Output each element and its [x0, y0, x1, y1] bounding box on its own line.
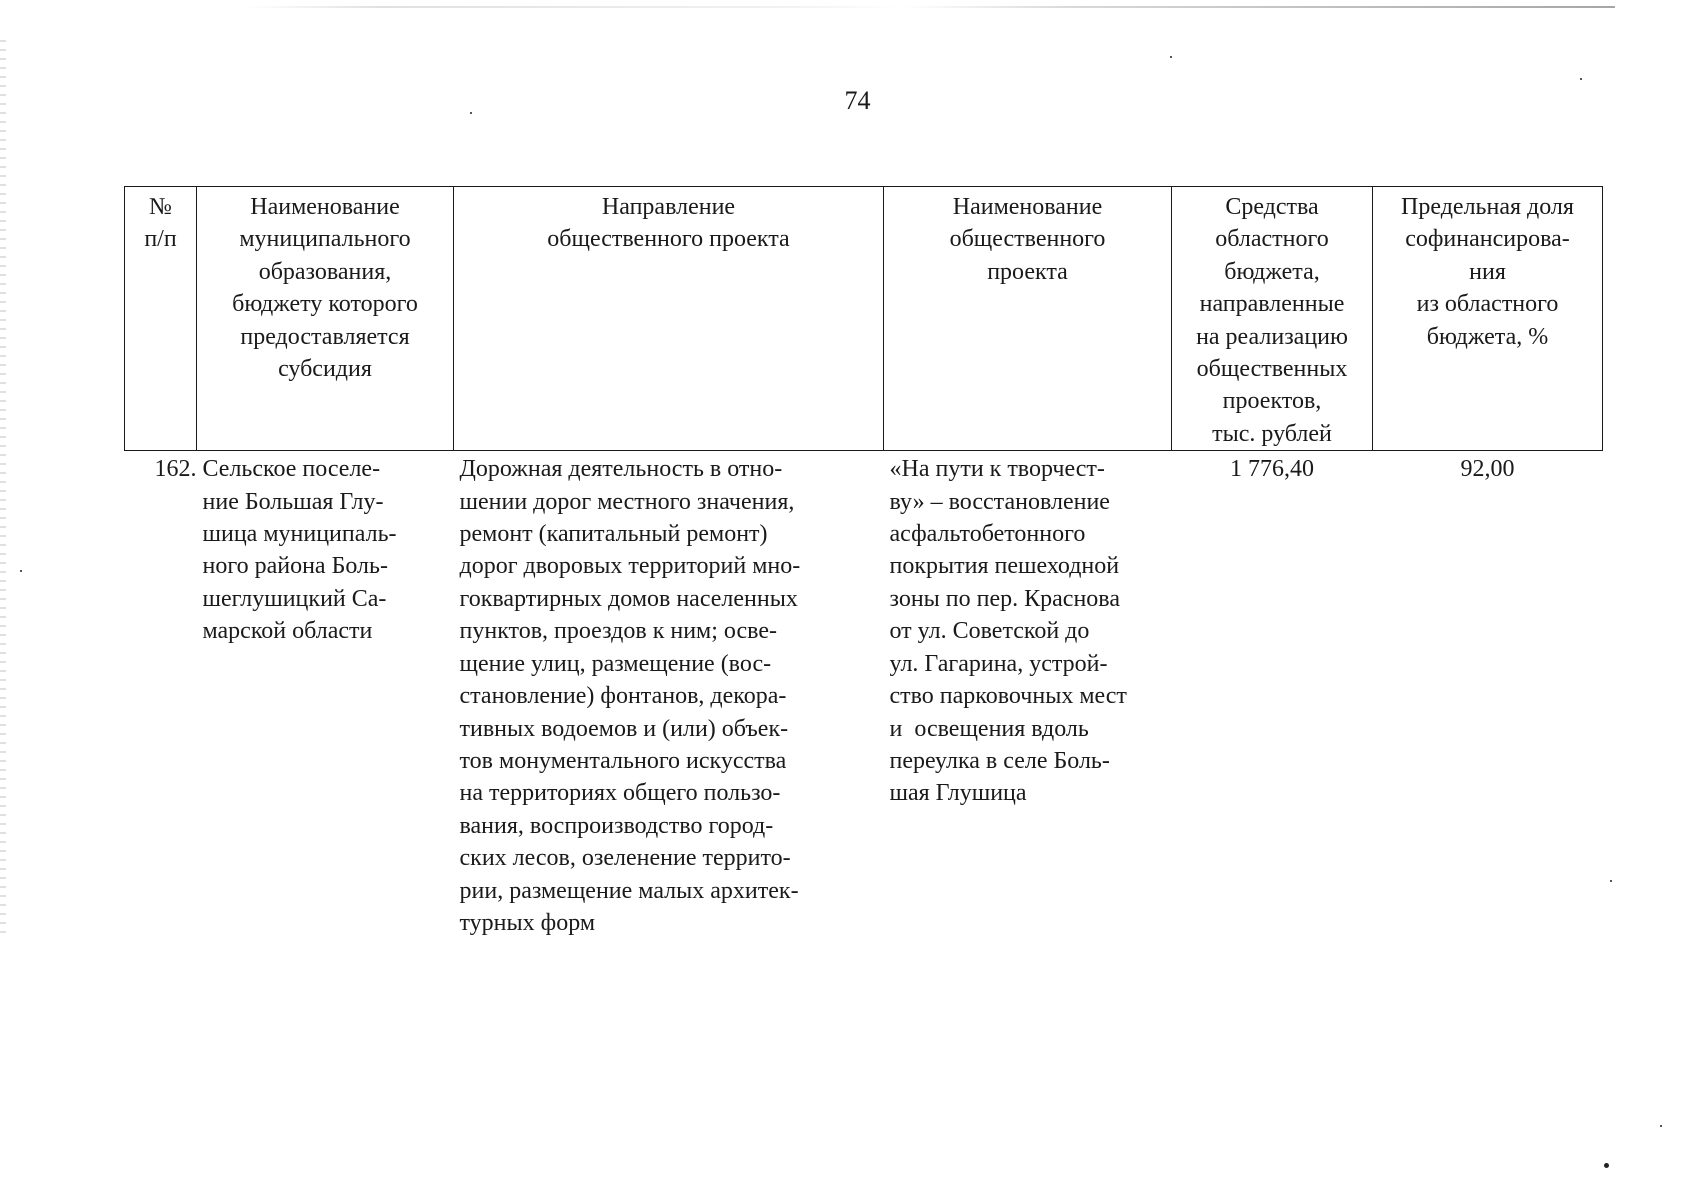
text-line: становление) фонтанов, декора-: [459, 683, 787, 710]
text-line: зоны по пер. Краснова: [889, 585, 1120, 612]
text-line: щение улиц, размещение (вос-: [459, 650, 772, 677]
text-line: из областного: [1416, 291, 1559, 318]
text-line: ул. Гагарина, устрой-: [889, 650, 1108, 677]
text-line: покрытия пешеходной: [889, 553, 1120, 580]
text-line: ство парковочных мест: [889, 683, 1127, 710]
row-direction: [454, 451, 884, 940]
text-line: №: [149, 194, 172, 220]
scan-speck: [1604, 1163, 1609, 1168]
text-line: предоставляется: [240, 323, 410, 350]
subsidy-table: [124, 186, 1603, 939]
header-municipality: [197, 187, 454, 451]
text-line: Средства: [1225, 194, 1319, 220]
text-line: «На пути к творчест-: [889, 456, 1105, 483]
text-line: шении дорог местного значения,: [459, 488, 795, 515]
text-line: и освещения вдоль: [889, 715, 1089, 742]
text-line: от ул. Советской до: [889, 618, 1090, 645]
scan-speck: [20, 570, 22, 572]
text-line: вания, воспроизводство город-: [459, 812, 774, 839]
page-number: 74: [844, 86, 871, 115]
text-line: на территориях общего пользо-: [459, 780, 781, 807]
text-line: рии, размещение малых архитек-: [459, 877, 799, 904]
text-line: тивных водоемов и (или) объек-: [459, 715, 789, 742]
header-direction: [454, 187, 884, 451]
text-line: ремонт (капитальный ремонт): [459, 521, 768, 548]
text-line: бюджета,: [1224, 258, 1320, 285]
header-number: [125, 187, 197, 451]
text-line: ния: [1469, 258, 1506, 285]
text-line: асфальтобетонного: [889, 521, 1086, 548]
scan-speck: [1170, 56, 1172, 58]
text-line: Наименование: [952, 194, 1103, 220]
header-share: [1373, 187, 1603, 451]
row-funds: 1 776,40: [1230, 456, 1314, 483]
text-line: шица муниципаль-: [202, 521, 397, 548]
text-line: общественных: [1196, 356, 1348, 383]
text-line: областного: [1215, 226, 1329, 253]
text-line: муниципального: [239, 226, 411, 253]
scan-speck: [470, 112, 472, 114]
text-line: образования,: [258, 258, 392, 285]
text-line: проекта: [987, 258, 1068, 285]
text-line: дорог дворовых территорий мно-: [459, 553, 801, 580]
text-line: тыс. рублей: [1212, 420, 1332, 447]
scan-speck: [1660, 1125, 1662, 1127]
text-line: шеглушицкий Са-: [202, 585, 387, 612]
text-line: турных форм: [459, 909, 596, 936]
text-line: п/п: [144, 226, 177, 253]
text-line: на реализацию: [1196, 323, 1348, 350]
scan-speck: [1580, 78, 1582, 80]
text-line: марской области: [202, 618, 373, 645]
text-line: переулка в селе Боль-: [889, 747, 1110, 774]
scan-speck: [1610, 880, 1612, 882]
table-header-row: [125, 187, 1603, 451]
header-project-name: [884, 187, 1172, 451]
text-line: ских лесов, озеленение террито-: [459, 845, 791, 872]
text-line: шая Глушица: [889, 780, 1027, 807]
text-line: бюджету которого: [232, 291, 418, 318]
text-line: направленные: [1199, 291, 1345, 318]
text-line: ние Большая Глу-: [202, 488, 384, 515]
text-line: Предельная доля: [1401, 194, 1574, 220]
text-line: тов монументального искусства: [459, 747, 787, 774]
table-row: [125, 451, 1603, 940]
text-line: софинансирова-: [1405, 226, 1570, 253]
text-line: бюджета, %: [1426, 323, 1549, 350]
scan-artifact-top-line: [245, 6, 1615, 8]
text-line: ного района Боль-: [202, 553, 388, 580]
row-project-name: [884, 451, 1172, 940]
header-funds: [1172, 187, 1373, 451]
text-line: субсидия: [278, 356, 372, 383]
scan-artifact-left-edge: [0, 40, 6, 940]
row-share: 92,00: [1460, 456, 1515, 483]
text-line: общественного: [949, 226, 1106, 253]
text-line: Наименование: [250, 194, 400, 220]
text-line: ву» – восстановление: [889, 488, 1110, 515]
text-line: проектов,: [1222, 388, 1322, 415]
row-municipality: [197, 451, 454, 940]
text-line: пунктов, проездов к ним; осве-: [459, 618, 777, 645]
text-line: Сельское поселе-: [202, 456, 381, 483]
text-line: гоквартирных домов населенных: [459, 585, 798, 612]
text-line: Дорожная деятельность в отно-: [459, 456, 783, 483]
text-line: Направление: [601, 194, 736, 220]
row-number: 162.: [154, 456, 197, 483]
text-line: общественного проекта: [547, 226, 790, 253]
